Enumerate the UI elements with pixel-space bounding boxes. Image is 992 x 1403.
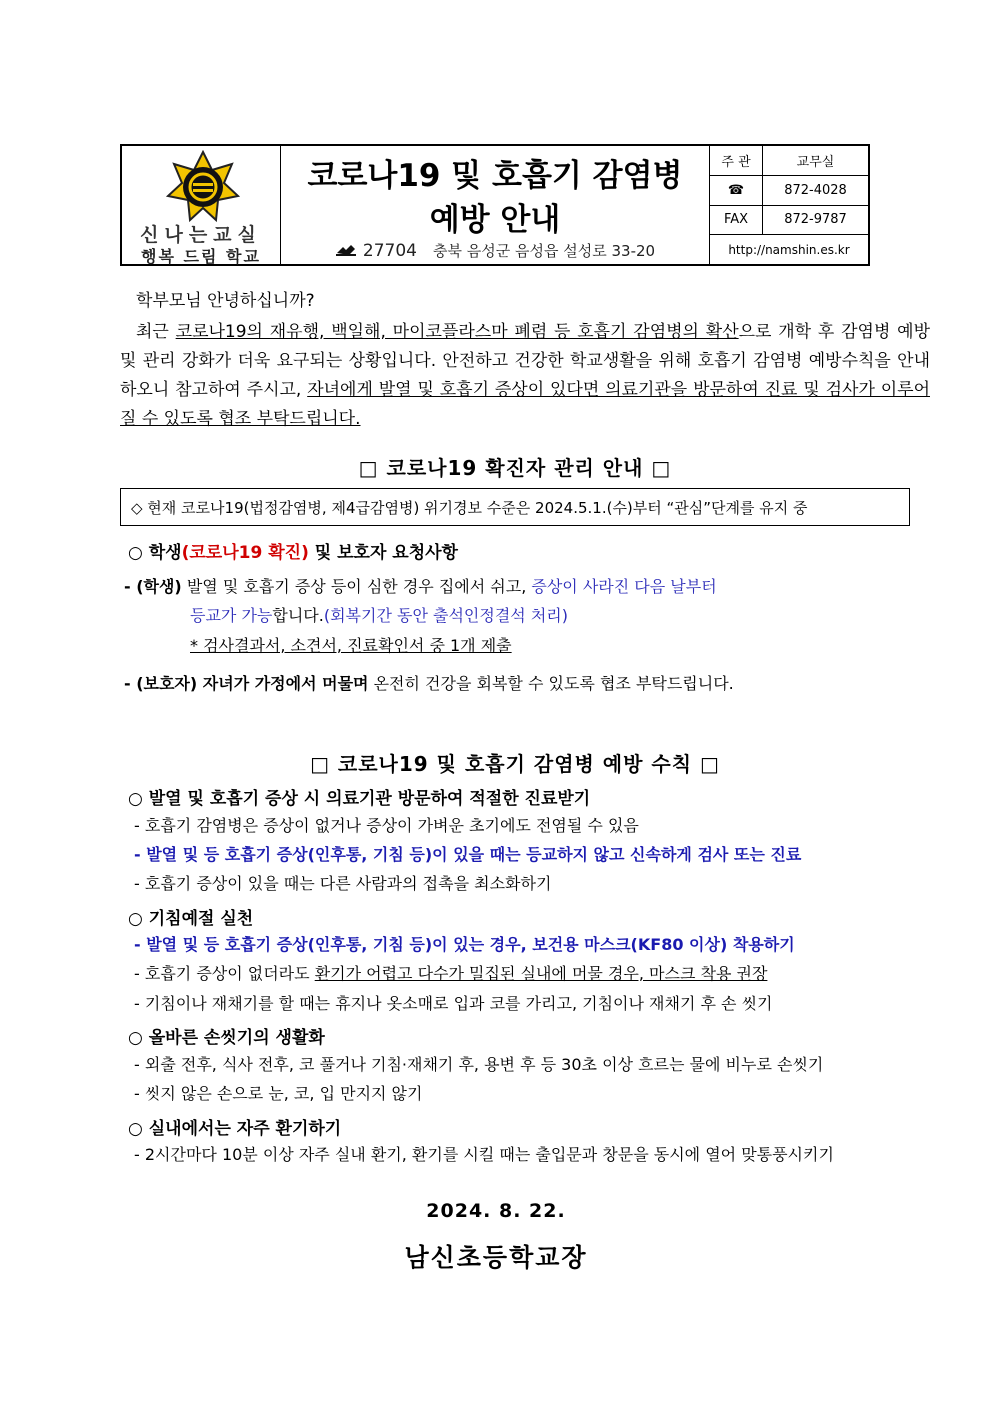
- info-row-website: [710, 235, 868, 264]
- address-line: [281, 240, 709, 261]
- document-note: * 검사결과서, 소견서, 진료확인서 중 1개 제출: [190, 636, 512, 655]
- intro-underlined: 코로나19의 재유행, 백일해, 마이코플라스마 폐렴 등 호흡기 감염병의 확산: [175, 322, 739, 342]
- rule3-item: - 씻지 않은 손으로 눈, 코, 입 만지지 않기: [134, 1084, 423, 1103]
- info-value: 872-4028: [784, 182, 847, 198]
- info-row-dept: [710, 146, 868, 176]
- postal-icon: [335, 243, 357, 257]
- rule4-item: - 2시간마다 10분 이상 자주 실내 환기, 환기를 시킬 때는 출입문과 창문을 동시에 열어 맞통풍시키기: [134, 1145, 834, 1164]
- section1-heading: ○ 학생(코로나19 확진) 및 보호자 요청사항: [128, 543, 458, 563]
- greeting-text: 학부모님 안녕하십니까?: [136, 291, 315, 311]
- info-value: 872-9787: [784, 212, 847, 228]
- title-cell: [281, 146, 710, 264]
- rule3-item: - 외출 전후, 식사 전후, 코 풀거나 기침·재채기 후, 용변 후 등 30초 이상 흐르는 물에 비누로 손씻기: [134, 1055, 824, 1074]
- rule2-heading: ○ 기침예절 실천: [128, 909, 254, 929]
- rule2-item: - 기침이나 재채기를 할 때는 휴지나 옷소매로 입과 코를 가리고, 기침이나 재채기 후 손 씻기: [134, 994, 773, 1013]
- alert-level-notice: ◇ 현재 코로나19(법정감염병, 제4급감염병) 위기경보 수준은 2024.5.1.(수)부터 “관심”단계를 유지 중: [120, 488, 910, 526]
- logo-cell: [122, 146, 281, 264]
- rule1-item: - 호흡기 감염병은 증상이 없거나 증상이 가벼운 초기에도 전염될 수 있음: [134, 816, 639, 835]
- info-key: FAX: [710, 206, 763, 235]
- greeting: [120, 287, 930, 316]
- signature: 남신초등학교장: [404, 1243, 588, 1272]
- contact-info: [710, 146, 868, 264]
- school-emblem-icon: [166, 150, 240, 224]
- intro-text: 으로 개학 후 감염병 예방 및 관리 강화가 더욱 요구되는 상황입니다. 안전하고 건강한 학교생활을 위해 호흡기 감염병 예방수칙을 안내하오니 참고하여 주시고,: [120, 322, 930, 400]
- info-key: 주 관: [710, 146, 763, 175]
- zip-code: 27704: [362, 241, 418, 261]
- rule1-heading: ○ 발열 및 호흡기 증상 시 의료기관 방문하여 적절한 진료받기: [128, 789, 591, 809]
- school-address: 충북 음성군 음성읍 설성로 33-20: [433, 242, 656, 260]
- rule1-item-emphasis: - 발열 및 등 호흡기 증상(인후통, 기침 등)이 있을 때는 등교하지 않고 신속하게 검사 또는 진료: [134, 845, 802, 864]
- info-row-fax: [710, 206, 868, 236]
- info-row-phone: [710, 176, 868, 206]
- student-instruction: - (학생) 발열 및 호흡기 증상 등이 심한 경우 집에서 쉬고, 증상이 사라진 다음 날부터: [124, 577, 717, 596]
- rule4-heading: ○ 실내에서는 자주 환기하기: [128, 1119, 342, 1139]
- slogan-line1: 신나는교실: [140, 224, 262, 246]
- intro-paragraph: [120, 318, 930, 434]
- rule2-item: - 호흡기 증상이 없더라도 환기가 어렵고 다수가 밀집된 실내에 머물 경우, 마스크 착용 권장: [134, 964, 768, 983]
- document-title-line2: 예방 안내: [429, 202, 561, 238]
- phone-icon: ☎: [710, 176, 763, 205]
- website-link[interactable]: http://namshin.es.kr: [728, 242, 850, 257]
- section1-title: □ 코로나19 확진자 관리 안내 □: [358, 456, 672, 480]
- rule3-heading: ○ 올바른 손씻기의 생활화: [128, 1028, 325, 1048]
- document-title-line1: 코로나19 및 호흡기 감염병: [307, 158, 683, 194]
- issue-date: 2024. 8. 22.: [426, 1200, 566, 1222]
- header-table: [120, 144, 870, 266]
- slogan-line2: 행복 드림 학교: [141, 247, 261, 266]
- student-instruction-cont: 등교가 가능합니다.(회복기간 동안 출석인정결석 처리): [190, 606, 568, 625]
- info-value: 교무실: [796, 154, 835, 170]
- rule1-item: - 호흡기 증상이 있을 때는 다른 사람과의 접촉을 최소화하기: [134, 874, 552, 893]
- intro-text: 최근: [136, 322, 176, 342]
- section2-title: □ 코로나19 및 호흡기 감염병 예방 수칙 □: [310, 752, 720, 776]
- guardian-instruction: - (보호자) 자녀가 가정에서 머물며 온전히 건강을 회복할 수 있도록 협조 부탁드립니다.: [124, 674, 734, 693]
- rule2-item-emphasis: - 발열 및 등 호흡기 증상(인후통, 기침 등)이 있는 경우, 보건용 마스크(KF80 이상) 착용하기: [134, 935, 795, 954]
- intro-underlined-request: 자녀에게 발열 및 호흡기 증상이 있다면 의료기관을 방문하여 진료 및 검사가 이루어질 수 있도록 협조 부탁드립니다.: [120, 380, 930, 429]
